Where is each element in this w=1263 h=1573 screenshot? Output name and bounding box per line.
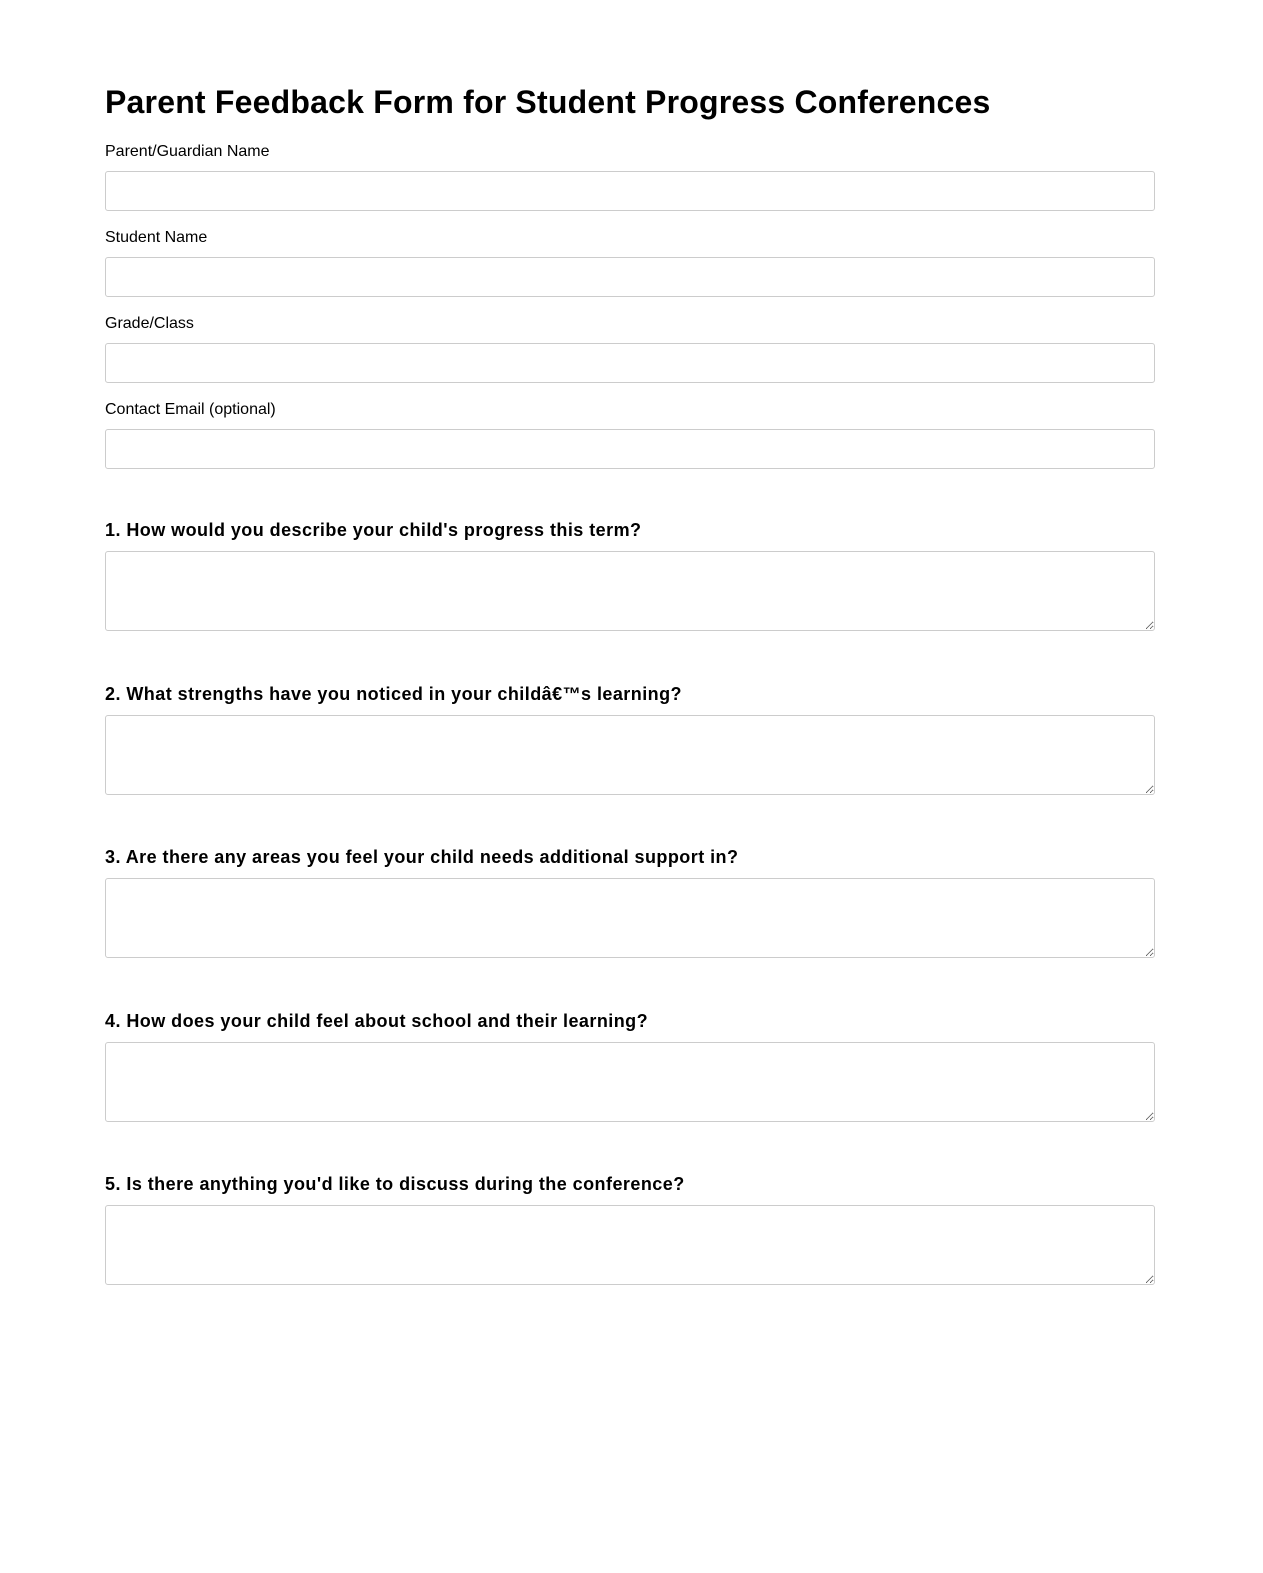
question-2-textarea[interactable] <box>105 715 1155 795</box>
question-3-label: 3. Are there any areas you feel your child needs additional support in? <box>105 847 739 867</box>
grade-class-input[interactable] <box>105 343 1155 383</box>
question-4-group <box>105 1010 1155 1122</box>
parent-guardian-name-input[interactable] <box>105 171 1155 211</box>
question-3-group <box>105 846 1155 958</box>
student-name-field-group <box>105 228 1155 297</box>
parent-guardian-name-label: Parent/Guardian Name <box>105 143 270 160</box>
student-name-input[interactable] <box>105 257 1155 297</box>
question-4-label: 4. How does your child feel about school and their learning? <box>105 1011 649 1031</box>
question-4-textarea[interactable] <box>105 1042 1155 1122</box>
page-title: Parent Feedback Form for Student Progress Conferences <box>105 84 991 120</box>
question-1-label: 1. How would you describe your child's progress this term? <box>105 520 642 540</box>
grade-class-label: Grade/Class <box>105 315 194 332</box>
grade-class-field-group <box>105 314 1155 383</box>
question-5-label: 5. Is there anything you'd like to discuss during the conference? <box>105 1174 685 1194</box>
question-1-group <box>105 519 1155 631</box>
question-2-group <box>105 683 1155 795</box>
parent-guardian-name-field-group <box>105 142 1155 211</box>
contact-email-field-group <box>105 400 1155 469</box>
question-1-textarea[interactable] <box>105 551 1155 631</box>
student-name-label: Student Name <box>105 229 208 246</box>
question-2-label: 2. What strengths have you noticed in your childâ€™s learning? <box>105 684 682 704</box>
question-3-textarea[interactable] <box>105 878 1155 958</box>
contact-email-label: Contact Email (optional) <box>105 401 276 418</box>
question-5-group <box>105 1173 1155 1285</box>
contact-email-input[interactable] <box>105 429 1155 469</box>
question-5-textarea[interactable] <box>105 1205 1155 1285</box>
